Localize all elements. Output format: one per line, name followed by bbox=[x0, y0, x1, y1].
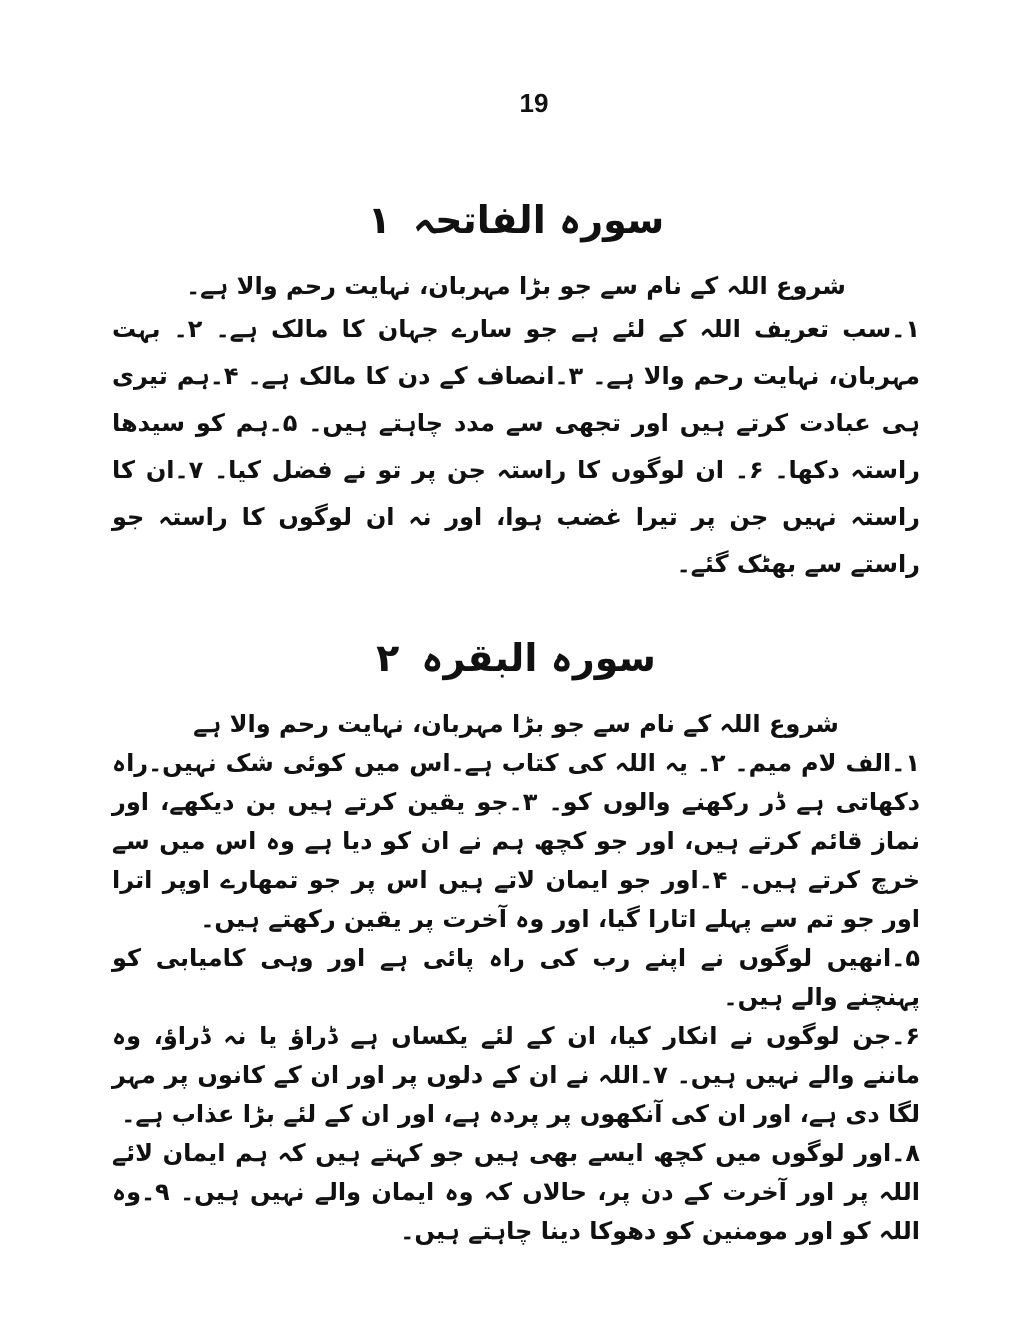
verse-paragraph: ۱۔سب تعریف اللہ کے لئے ہے جو سارے جہان کا مالک ہے۔ ۲۔ بہت مہربان، نہایت رحم والا ہے۔ ۳۔انصاف کے دن کا مالک ہے۔ ۴۔ہم تیری ہی عبادت کرتے ہیں اور تجھی سے مدد چاہتے ہیں۔ ۵۔ہم کو سیدھا راستہ دکھا۔ ۶۔ ان لوگوں کا راستہ جن پر تو نے فضل کیا۔ ۷۔ان کا راستہ نہیں جن پر تیرا غضب ہوا، اور نہ ان لوگوں کا راستہ جو راستے سے بھٹک گئے۔ bbox=[112, 315, 920, 578]
verse-paragraph: ۶۔جن لوگوں نے انکار کیا، ان کے لئے یکساں ہے ڈراؤ یا نہ ڈراؤ، وہ ماننے والے نہیں ہیں۔ ۷۔اللہ نے ان کے دلوں پر اور ان کے کانوں پر مہر لگا دی ہے، اور ان کی آنکھوں پر پردہ ہے، اور ان کے لئے بڑا عذاب ہے۔ bbox=[112, 1022, 921, 1128]
surah-number: ۱ bbox=[367, 198, 391, 242]
surah-title bbox=[112, 190, 920, 250]
verses-block bbox=[112, 744, 920, 1251]
bismillah-line: شروع اللہ کے نام سے جو بڑا مہربان، نہایت رحم والا ہے bbox=[193, 710, 839, 738]
surah-title-text: سورہ البقرہ bbox=[421, 636, 656, 680]
surah-title-text: سورہ الفاتحہ bbox=[412, 198, 665, 242]
verses-block bbox=[112, 306, 920, 588]
page-number: 19 bbox=[519, 88, 549, 118]
verse-paragraph: ۵۔انھیں لوگوں نے اپنے رب کی راہ پائی ہے اور وہی کامیابی کو پہنچنے والے ہیں۔ bbox=[112, 944, 920, 1011]
surah-title bbox=[112, 628, 920, 688]
surah-baqarah-section bbox=[112, 628, 920, 1251]
verse-paragraph: ۱۔الف لام میم۔ ۲۔ یہ اللہ کی کتاب ہے۔اس میں کوئی شک نہیں۔راہ دکھاتی ہے ڈر رکھنے والوں کو۔ ۳۔جو یقین کرتے ہیں بن دیکھے، اور نماز قائم کرتے ہیں، اور جو کچھ ہم نے ان کو دیا ہے وہ اس میں سے خرچ کرتے ہیں۔ ۴۔اور جو ایمان لاتے ہیں اس پر جو تمھارے اوپر اترا اور جو تم سے پہلے اتارا گیا، اور وہ آخرت پر یقین رکھتے ہیں۔ bbox=[112, 749, 921, 933]
verse-paragraph: ۸۔اور لوگوں میں کچھ ایسے بھی ہیں جو کہتے ہیں کہ ہم ایمان لائے اللہ پر اور آخرت کے دن پر، حالاں کہ وہ ایمان والے نہیں ہیں۔ ۹۔وہ اللہ کو اور مومنین کو دھوکا دینا چاہتے ہیں۔ bbox=[112, 1139, 920, 1245]
surah-fatiha-section bbox=[112, 190, 920, 588]
bismillah-line: شروع اللہ کے نام سے جو بڑا مہربان، نہایت رحم والا ہے۔ bbox=[186, 272, 846, 300]
surah-number: ۲ bbox=[376, 636, 400, 680]
